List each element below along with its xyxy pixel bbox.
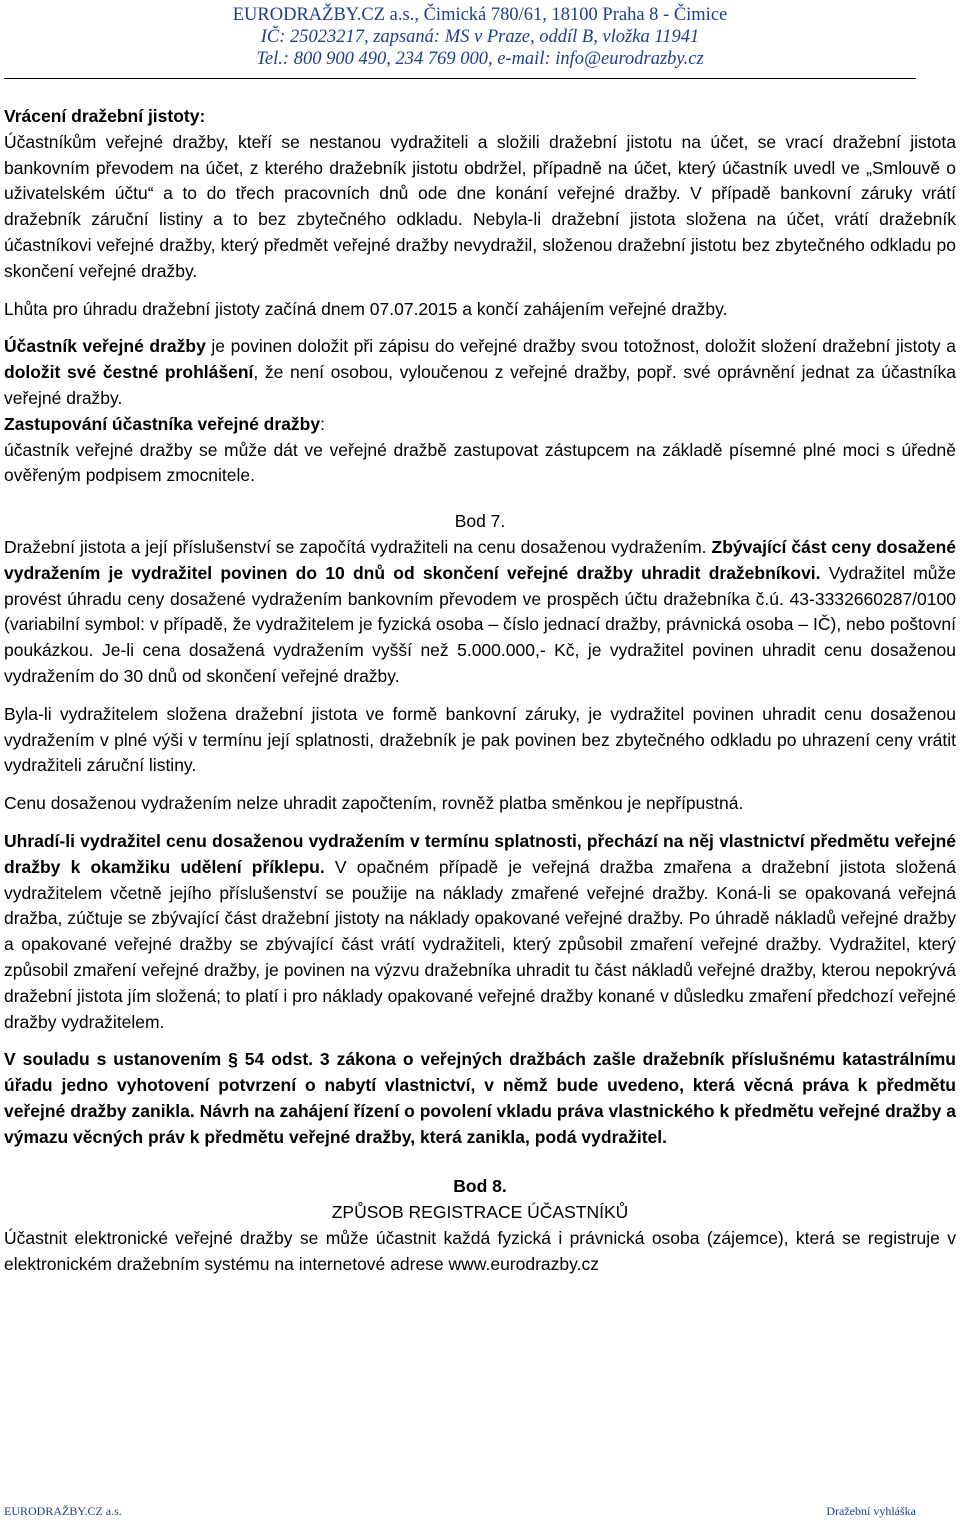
paragraph-no-offset: Cenu dosaženou vydražením nelze uhradit započtením, rovněž platba směnkou je nepřípustná. — [4, 793, 744, 814]
company-name-address: EURODRAŽBY.CZ a.s., Čimická 780/61, 18100 Praha 8 - Čimice — [232, 5, 728, 25]
section-title-representation: Zastupování účastníka veřejné dražby: — [4, 413, 325, 434]
company-registration: IČ: 25023217, zapsaná: MS v Praze, oddíl B, vložka 11941 — [260, 27, 700, 47]
section-title-deposit-return: Vrácení dražební jistoty: — [4, 106, 206, 126]
paragraph-price-payment: Dražební jistota a její příslušenství se započítá vydražiteli na cenu dosaženou vydražením. Zbývající část ceny dosažené vydražením je vydražitel povinen do 10 dnů od skončení veřejné dražby uhradit dražebníkovi. Vydražitel může provést úhradu ceny dosažené vydražením bankovním převodem ve prospěch účtu dražebníka č.ú. 43-3332660287/0100 (variabilní symbol: v případě, že vydražitelem je fyzická osoba – číslo jednací dražby, právnická osoba – IČ), nebo poštovní poukázkou. Je-li cena dosažená vydražením vyšší než 5.000.000,- Kč, je vydražitel povinen uhradit cenu dosaženou vydražením do 30 dnů od skončení veřejné dražby. — [4, 536, 956, 686]
company-contact: Tel.: 800 900 490, 234 769 000, e-mail: info@eurodrazby.cz — [256, 49, 704, 69]
paragraph-deposit-deadline: Lhůta pro úhradu dražební jistoty začíná dnem 07.07.2015 a končí zahájením veřejné dražby. — [4, 298, 728, 319]
section-heading-bod-8: Bod 8. — [453, 1176, 507, 1197]
paragraph-deposit-return: Účastníkům veřejné dražby, kteří se nestanou vydražiteli a složili dražební jistotu na účet, se vrací dražební jistota bankovním převodem na účet, z kterého dražebník jistotu obdržel, případně na účet, který účastník uvedl ve „Smlouvě o uživatelském účtu“ a to do třech pracovních dnů ode dne konání veřejné dražby. V případě bankovní záruky vrátí dražebník záruční listiny a to bez zbytečného odkladu. Nebyla-li dražební jistota složena na účet, vrátí dražebník účastníkovi veřejné dražby, který předmět veřejné dražby nevydražil, složenou dražební jistotu bez zbytečného odkladu po skončení veřejné dražby. — [4, 131, 956, 281]
paragraph-participant-duties: Účastník veřejné dražby je povinen doložit při zápisu do veřejné dražby svou totožnost, doložit složení dražební jistoty a doložit své čestné prohlášení, že není osobou, vyloučenou z veřejné dražby, popř. své oprávnění jednat za účastníka veřejné dražby. — [4, 336, 956, 408]
footer-document-title: Dražební vyhláška — [826, 1504, 916, 1518]
section-heading-bod-7: Bod 7. — [454, 511, 506, 532]
paragraph-ownership-transfer: Uhradí-li vydražitel cenu dosaženou vydražením v termínu splatnosti, přechází na něj vlastnictví předmětu veřejné dražby k okamžiku udělení příklepu. V opačném případě je veřejná dražba zmařena a dražební jistota složená vydražitelem včetně jejího příslušenství se použije na náklady zmařené veřejné dražby. Koná-li se opakovaná veřejná dražba, zúčtuje se zbývající část dražební jistoty na náklady opakované veřejné dražby. Po úhradě nákladů veřejné dražby a opakované veřejné dražby se zbývající část vrátí vydražiteli, který způsobil zmaření veřejné dražby. Vydražitel, který způsobil zmaření veřejné dražby, je povinen na výzvu dražebníka uhradit tu část nákladů veřejné dražby, kterou nepokrývá dražební jistota jím složená; to platí i pro náklady opakované veřejné dražby konané v důsledku zmaření předchozí veřejné dražby vydražitelem. — [4, 830, 957, 1032]
section-subheading-registration: ZPŮSOB REGISTRACE ÚČASTNÍKŮ — [331, 1202, 629, 1223]
header-divider — [4, 78, 916, 79]
paragraph-registration: Účastnit elektronické veřejné dražby se může účastnit každá fyzická i právnická osoba (zájemce), která se registruje v elektronickém dražebním systému na internetové adrese www.eurodrazby.cz — [4, 1228, 956, 1274]
paragraph-bank-guarantee: Byla-li vydražitelem složena dražební jistota ve formě bankovní záruky, je vydražitel povinen uhradit cenu dosaženou vydražením v plné výši v termínu její splatnosti, dražebník je pak povinen bez zbytečného odkladu po uhrazení ceny vrátit vydražiteli záruční listiny. — [4, 703, 956, 776]
document-body — [4, 104, 956, 1278]
paragraph-representation: účastník veřejné dražby se může dát ve veřejné dražbě zastupovat zástupcem na základě písemné plné moci s úředně ověřeným podpisem zmocnitele. — [4, 439, 956, 486]
paragraph-cadastral-notice: V souladu s ustanovením § 54 odst. 3 zákona o veřejných dražbách zašle dražebník příslušnému katastrálnímu úřadu jedno vyhotovení potvrzení o nabytí vlastnictví, v němž bude uvedeno, která věcná práva k předmětu veřejné dražby zanikla. Návrh na zahájení řízení o povolení vkladu práva vlastnického k předmětu veřejné dražby a výmazu věcných práv k předmětu veřejné dražby, která zanikla, podá vydražitel. — [4, 1049, 956, 1147]
footer-company: EURODRAŽBY.CZ a.s. — [4, 1504, 122, 1518]
page-header — [0, 4, 960, 70]
